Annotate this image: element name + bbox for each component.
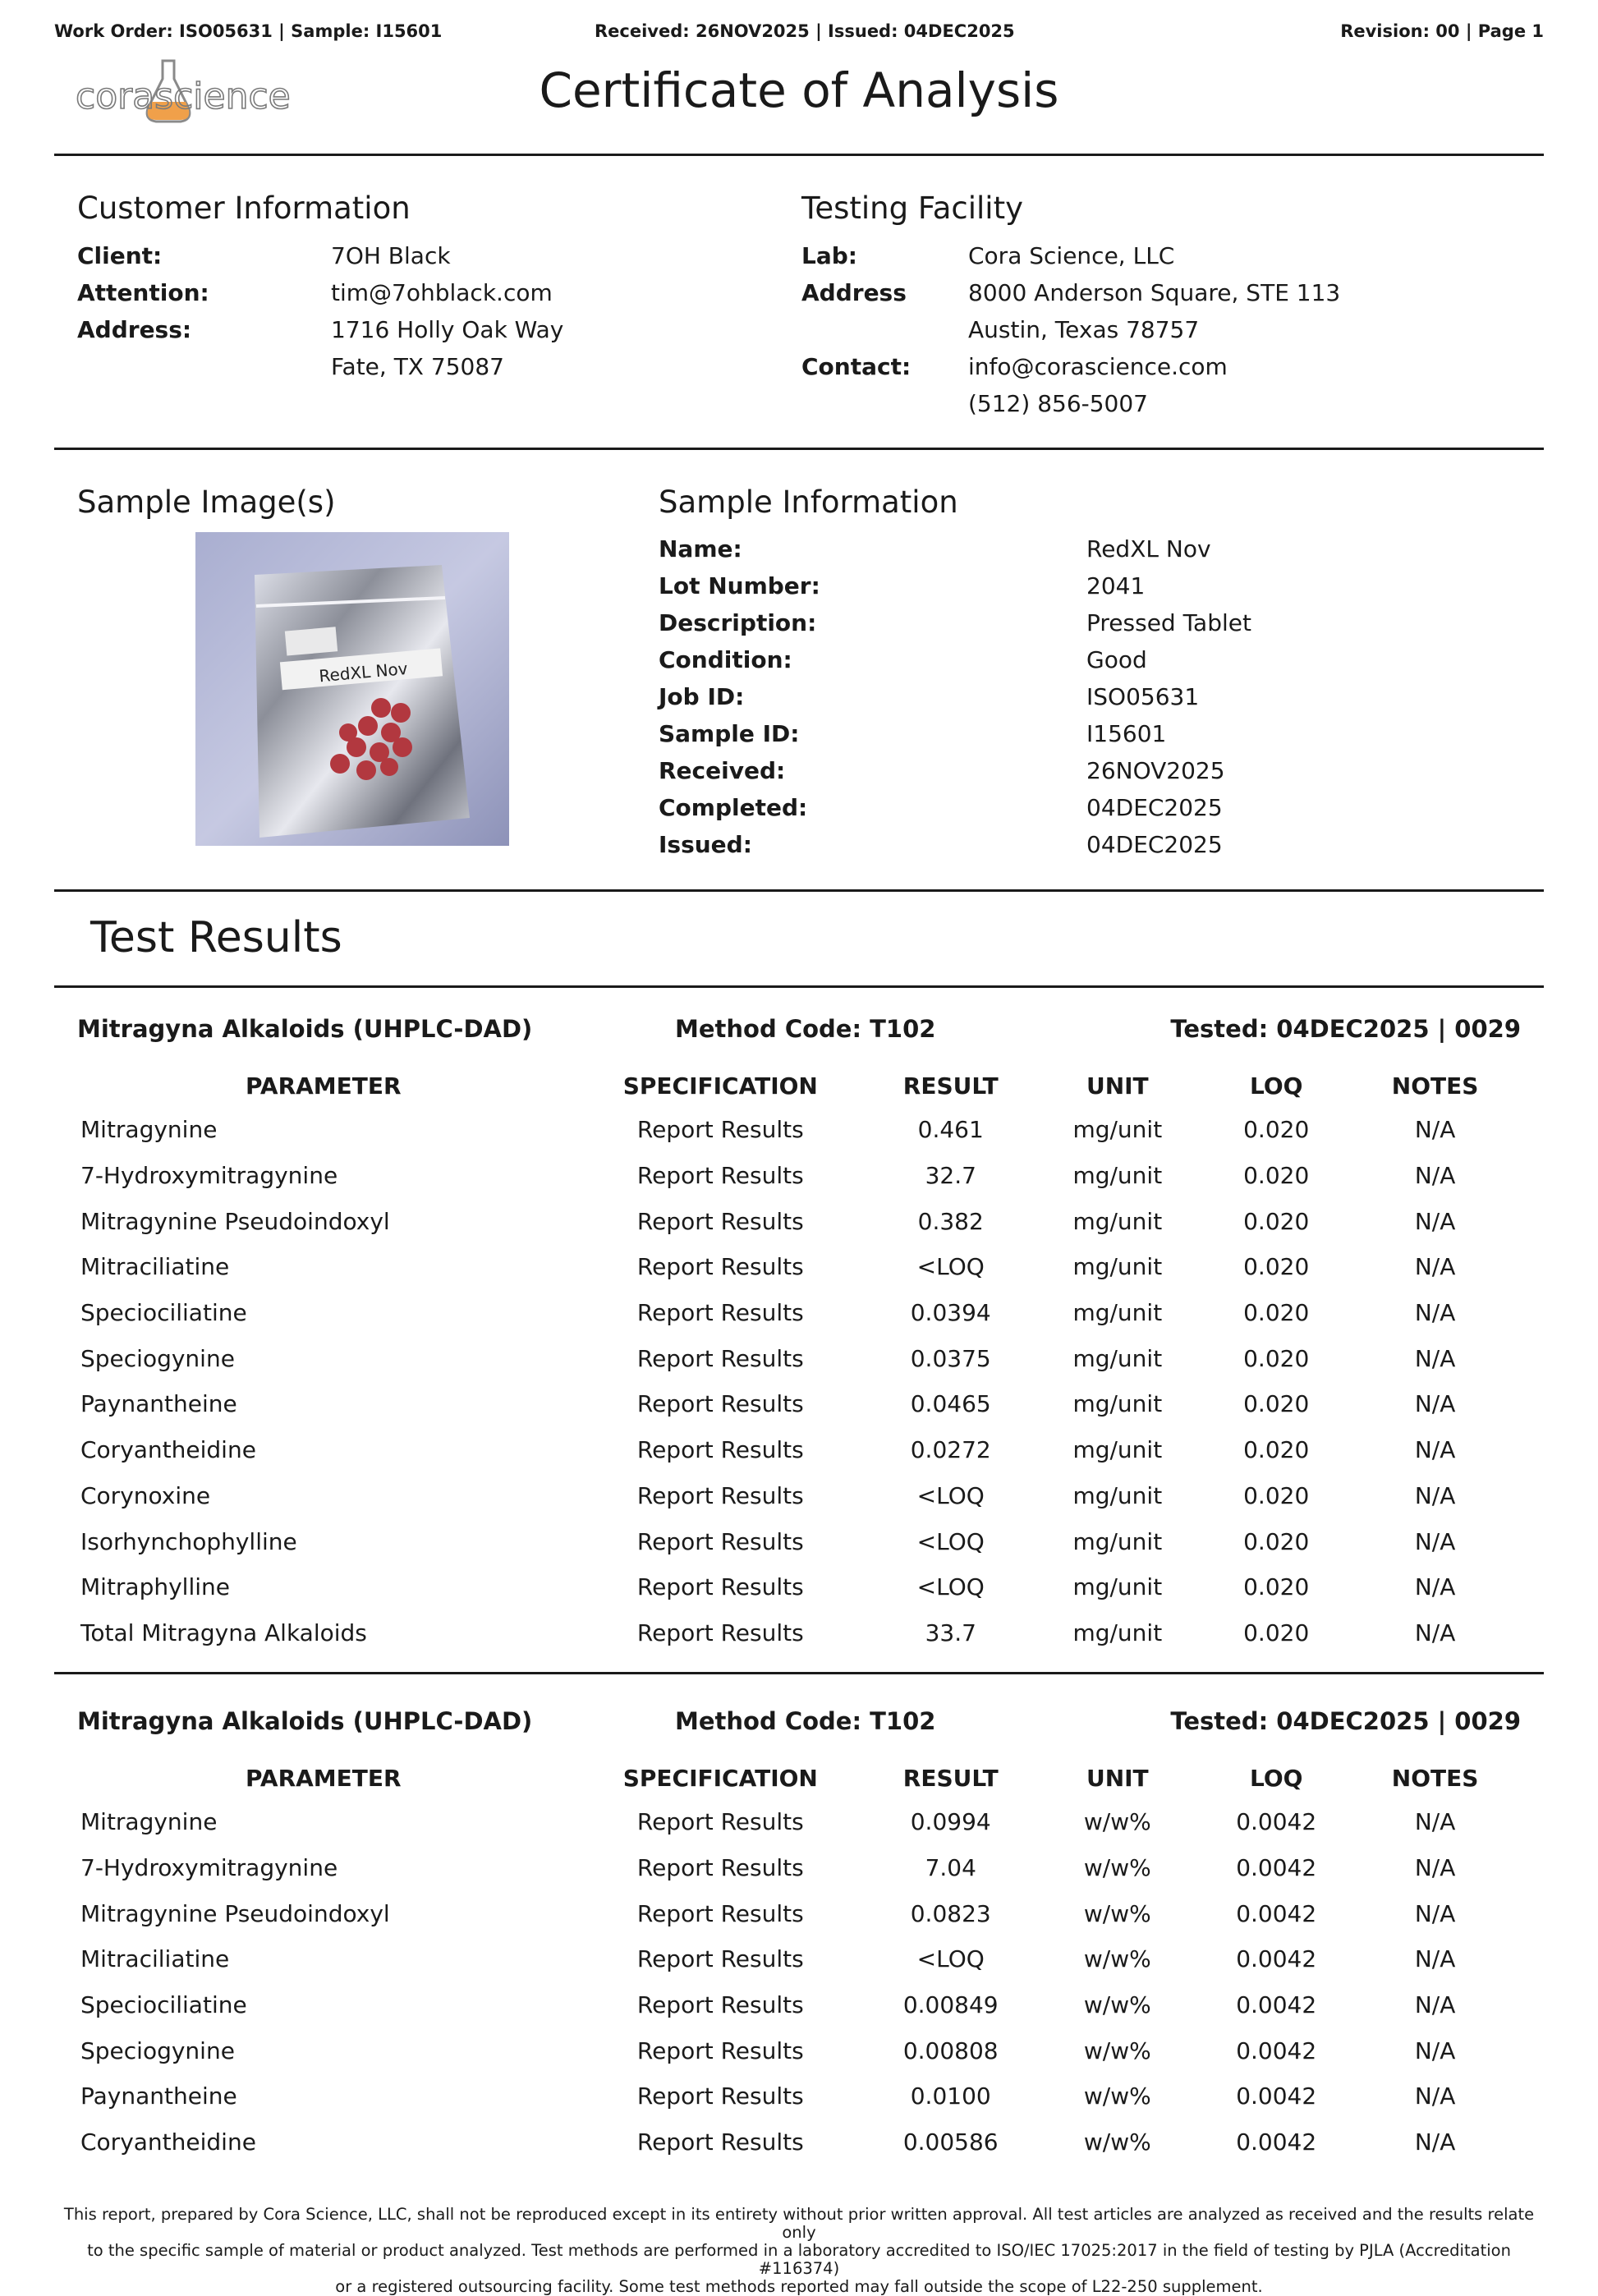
table-cell: w/w% [1083, 2037, 1151, 2064]
table-cell: Speciogynine [80, 2037, 235, 2064]
table-cell: 33.7 [925, 1619, 976, 1646]
table-row [77, 1936, 1522, 1982]
customer-field-value: 1716 Holly Oak Way [331, 316, 564, 343]
table-cell: 32.7 [925, 1162, 976, 1190]
table-cell: Total Mitragyna Alkaloids [80, 1619, 367, 1646]
table-row [77, 1890, 1522, 1936]
results-table [77, 1064, 1522, 1655]
table-cell: Isorhynchophylline [80, 1527, 297, 1555]
table-cell: 0.0042 [1236, 2082, 1317, 2110]
page-title: Certificate of Analysis [539, 62, 1059, 118]
table-cell: Mitragynine Pseudoindoxyl [80, 1207, 390, 1235]
table-cell: 0.0465 [910, 1390, 991, 1418]
column-header: LOQ [1249, 1764, 1303, 1792]
table-row [77, 1610, 1522, 1656]
table-cell: Mitragynine [80, 1116, 218, 1144]
sample-field-value: 26NOV2025 [1086, 757, 1225, 784]
table-cell: Report Results [636, 2037, 804, 2064]
table-cell: N/A [1414, 1527, 1456, 1555]
table-cell: Report Results [636, 1390, 804, 1418]
sample-images-heading: Sample Image(s) [77, 484, 336, 520]
table-cell: w/w% [1083, 2128, 1151, 2156]
table-cell: 0.0042 [1236, 1945, 1317, 1973]
table-cell: w/w% [1083, 1991, 1151, 2019]
table-cell: 0.0823 [910, 1899, 991, 1927]
divider [54, 448, 1544, 450]
facility-field-value: Cora Science, LLC [968, 242, 1175, 269]
column-header: RESULT [902, 1072, 999, 1100]
table-cell: 0.00849 [902, 1991, 999, 2019]
table-cell: 0.0042 [1236, 1854, 1317, 1882]
table-cell: Report Results [636, 2082, 804, 2110]
table-cell: N/A [1414, 1854, 1456, 1882]
table-cell: N/A [1414, 1162, 1456, 1190]
table-cell: N/A [1414, 1619, 1456, 1646]
divider [54, 154, 1544, 156]
table-cell: 7-Hydroxymitragynine [80, 1854, 338, 1882]
results-table [77, 1756, 1522, 2165]
table-cell: 0.020 [1243, 1344, 1310, 1372]
table-cell: Report Results [636, 1116, 804, 1144]
sample-field-label: Completed: [659, 794, 808, 821]
column-header: NOTES [1391, 1072, 1479, 1100]
column-header: PARAMETER [245, 1072, 402, 1100]
table-cell: w/w% [1083, 2082, 1151, 2110]
table-cell: N/A [1414, 1991, 1456, 2019]
testing-facility-heading: Testing Facility [801, 191, 1023, 226]
disclaimer-line-3: or a registered outsourcing facility. Some test methods reported may fall outside the scope of L22-250 supplement. [335, 2277, 1263, 2296]
table-cell: <LOQ [916, 1481, 985, 1509]
table-cell: 0.020 [1243, 1116, 1310, 1144]
table-cell: 0.0042 [1236, 1808, 1317, 1836]
table-cell: N/A [1414, 1945, 1456, 1973]
sample-field-label: Received: [659, 757, 786, 784]
sample-photo [195, 532, 509, 846]
assay-title: Mitragyna Alkaloids (UHPLC-DAD) [77, 1015, 533, 1043]
table-cell: 0.020 [1243, 1253, 1310, 1281]
table-cell: Report Results [636, 1808, 804, 1836]
table-cell: w/w% [1083, 1808, 1151, 1836]
table-cell: 0.0375 [910, 1344, 991, 1372]
table-row [77, 2027, 1522, 2073]
disclaimer-line-1: This report, prepared by Cora Science, LLC, shall not be reproduced except in its entirety without prior written approval. All test articles are analyzed as received and the results relate only [63, 2205, 1535, 2242]
sample-field-value: RedXL Nov [1086, 535, 1211, 563]
facility-field-value: (512) 856-5007 [968, 390, 1148, 417]
table-cell: N/A [1414, 1481, 1456, 1509]
table-row [77, 1518, 1522, 1564]
table-cell: 0.0100 [910, 2082, 991, 2110]
bag-label-text: RedXL Nov [318, 658, 409, 687]
table-cell: 0.020 [1243, 1481, 1310, 1509]
customer-info-heading: Customer Information [77, 191, 411, 226]
table-cell: <LOQ [916, 1573, 985, 1601]
table-cell: mg/unit [1072, 1299, 1163, 1327]
sample-field-value: 04DEC2025 [1086, 794, 1223, 821]
table-cell: <LOQ [916, 1253, 985, 1281]
sample-field-label: Condition: [659, 646, 792, 673]
table-cell: Report Results [636, 1573, 804, 1601]
table-cell: Mitragynine [80, 1808, 218, 1836]
table-cell: Mitraciliatine [80, 1945, 230, 1973]
table-cell: 0.020 [1243, 1527, 1310, 1555]
table-cell: Mitraphylline [80, 1573, 230, 1601]
facility-field-value: 8000 Anderson Square, STE 113 [968, 279, 1341, 306]
table-cell: Report Results [636, 1162, 804, 1190]
facility-field-value: Austin, Texas 78757 [968, 316, 1200, 343]
table-cell: mg/unit [1072, 1390, 1163, 1418]
table-cell: N/A [1414, 1116, 1456, 1144]
customer-field-label: Client: [77, 242, 163, 269]
table-cell: Coryantheidine [80, 1436, 256, 1464]
top-meta-bar [54, 21, 1544, 46]
facility-field-value: info@corascience.com [968, 353, 1228, 380]
column-header: SPECIFICATION [622, 1764, 818, 1792]
table-row [77, 2119, 1522, 2165]
table-row [77, 1198, 1522, 1244]
sample-field-label: Description: [659, 609, 817, 636]
table-cell: 0.461 [917, 1116, 984, 1144]
sample-field-value: Pressed Tablet [1086, 609, 1251, 636]
table-cell: mg/unit [1072, 1207, 1163, 1235]
table-cell: 0.0994 [910, 1808, 991, 1836]
table-cell: 7.04 [925, 1854, 976, 1882]
table-row [77, 1153, 1522, 1199]
customer-field-value: tim@7ohblack.com [331, 279, 553, 306]
sample-field-label: Name: [659, 535, 742, 563]
table-cell: Paynantheine [80, 2082, 237, 2110]
test-results-heading: Test Results [90, 913, 342, 962]
tested-date: Tested: 04DEC2025 | 0029 [1170, 1707, 1521, 1735]
table-cell: 0.020 [1243, 1162, 1310, 1190]
table-row [77, 1427, 1522, 1473]
sample-field-value: 04DEC2025 [1086, 831, 1223, 858]
table-cell: N/A [1414, 1344, 1456, 1372]
table-cell: N/A [1414, 1207, 1456, 1235]
customer-field-label: Attention: [77, 279, 209, 306]
table-cell: mg/unit [1072, 1436, 1163, 1464]
sample-field-value: ISO05631 [1086, 683, 1200, 710]
customer-field-value: 7OH Black [331, 242, 451, 269]
method-code: Method Code: T102 [675, 1015, 936, 1043]
table-cell: w/w% [1083, 1945, 1151, 1973]
sample-field-label: Job ID: [659, 683, 745, 710]
table-cell: N/A [1414, 1299, 1456, 1327]
column-header: NOTES [1391, 1764, 1479, 1792]
divider [54, 1672, 1544, 1674]
table-cell: N/A [1414, 2128, 1456, 2156]
table-cell: mg/unit [1072, 1344, 1163, 1372]
column-header: PARAMETER [245, 1764, 402, 1792]
table-cell: Report Results [636, 1481, 804, 1509]
table-row [77, 1290, 1522, 1336]
table-row [77, 2073, 1522, 2119]
table-cell: Speciociliatine [80, 1991, 247, 2019]
table-cell: 0.00586 [902, 2128, 999, 2156]
tested-date: Tested: 04DEC2025 | 0029 [1170, 1015, 1521, 1043]
table-cell: N/A [1414, 1808, 1456, 1836]
table-header-row [77, 1064, 1522, 1107]
table-cell: Paynantheine [80, 1390, 237, 1418]
sample-info-heading: Sample Information [659, 484, 958, 520]
table-cell: 0.020 [1243, 1619, 1310, 1646]
table-cell: mg/unit [1072, 1573, 1163, 1601]
column-header: LOQ [1249, 1072, 1303, 1100]
table-cell: 0.0042 [1236, 2037, 1317, 2064]
table-row [77, 1335, 1522, 1381]
table-cell: Report Results [636, 1527, 804, 1555]
table-cell: N/A [1414, 2082, 1456, 2110]
table-cell: Speciociliatine [80, 1299, 247, 1327]
logo-wordmark: corascience [76, 76, 291, 117]
table-cell: 0.382 [917, 1207, 984, 1235]
table-cell: mg/unit [1072, 1481, 1163, 1509]
table-cell: 0.020 [1243, 1207, 1310, 1235]
table-cell: Report Results [636, 1436, 804, 1464]
divider [54, 889, 1544, 892]
table-cell: 0.0042 [1236, 1991, 1317, 2019]
table-cell: N/A [1414, 1436, 1456, 1464]
sample-field-label: Sample ID: [659, 720, 800, 747]
table-cell: Report Results [636, 1619, 804, 1646]
table-cell: 0.0042 [1236, 2128, 1317, 2156]
table-cell: N/A [1414, 1253, 1456, 1281]
table-cell: N/A [1414, 1390, 1456, 1418]
work-order-text: Work Order: ISO05631 | Sample: I15601 [54, 21, 443, 41]
table-cell: mg/unit [1072, 1162, 1163, 1190]
customer-field-value: Fate, TX 75087 [331, 353, 504, 380]
table-cell: Corynoxine [80, 1481, 211, 1509]
sample-field-label: Issued: [659, 831, 752, 858]
table-cell: Report Results [636, 1299, 804, 1327]
table-cell: w/w% [1083, 1854, 1151, 1882]
table-cell: Speciogynine [80, 1344, 235, 1372]
table-cell: Report Results [636, 1344, 804, 1372]
table-cell: 0.0394 [910, 1299, 991, 1327]
table-cell: 0.020 [1243, 1573, 1310, 1601]
divider [54, 985, 1544, 988]
table-cell: 0.020 [1243, 1299, 1310, 1327]
facility-field-label: Contact: [801, 353, 912, 380]
table-row [77, 1564, 1522, 1610]
table-cell: Mitragynine Pseudoindoxyl [80, 1899, 390, 1927]
column-header: UNIT [1086, 1764, 1149, 1792]
disclaimer-line-2: to the specific sample of material or product analyzed. Test methods are performed in a laboratory accredited to ISO/IEC 17025:2017 in the field of testing by PJLA (Accreditation #116374) [87, 2241, 1511, 2278]
received-issued-text: Received: 26NOV2025 | Issued: 04DEC2025 [595, 21, 1015, 41]
table-cell: Report Results [636, 1854, 804, 1882]
table-cell: 0.020 [1243, 1390, 1310, 1418]
table-cell: Report Results [636, 2128, 804, 2156]
table-row [77, 1982, 1522, 2028]
table-cell: mg/unit [1072, 1116, 1163, 1144]
table-header-row [77, 1756, 1522, 1799]
table-cell: Report Results [636, 1991, 804, 2019]
facility-field-label: Lab: [801, 242, 857, 269]
sample-field-value: I15601 [1086, 720, 1167, 747]
column-header: UNIT [1086, 1072, 1149, 1100]
table-row [77, 1845, 1522, 1891]
sample-field-value: 2041 [1086, 572, 1146, 599]
table-cell: N/A [1414, 1899, 1456, 1927]
table-cell: N/A [1414, 1573, 1456, 1601]
table-cell: mg/unit [1072, 1619, 1163, 1646]
disclaimer-footer [54, 2206, 1544, 2296]
revision-page-text: Revision: 00 | Page 1 [1340, 21, 1544, 41]
table-cell: Mitraciliatine [80, 1253, 230, 1281]
table-row [77, 1107, 1522, 1153]
table-cell: Report Results [636, 1899, 804, 1927]
table-cell: 0.00808 [902, 2037, 999, 2064]
table-cell: 7-Hydroxymitragynine [80, 1162, 338, 1190]
assay-title: Mitragyna Alkaloids (UHPLC-DAD) [77, 1707, 533, 1735]
table-cell: <LOQ [916, 1945, 985, 1973]
column-header: RESULT [902, 1764, 999, 1792]
column-header: SPECIFICATION [622, 1072, 818, 1100]
customer-field-label: Address: [77, 316, 192, 343]
table-cell: mg/unit [1072, 1527, 1163, 1555]
table-cell: w/w% [1083, 1899, 1151, 1927]
table-cell: N/A [1414, 2037, 1456, 2064]
table-row [77, 1381, 1522, 1427]
sample-field-label: Lot Number: [659, 572, 820, 599]
table-cell: 0.0042 [1236, 1899, 1317, 1927]
table-cell: Report Results [636, 1945, 804, 1973]
table-row [77, 1244, 1522, 1290]
table-cell: Report Results [636, 1207, 804, 1235]
table-cell: 0.0272 [910, 1436, 991, 1464]
table-row [77, 1473, 1522, 1519]
table-cell: Coryantheidine [80, 2128, 256, 2156]
method-code: Method Code: T102 [675, 1707, 936, 1735]
table-cell: Report Results [636, 1253, 804, 1281]
sample-field-value: Good [1086, 646, 1147, 673]
table-cell: mg/unit [1072, 1253, 1163, 1281]
facility-field-label: Address [801, 279, 907, 306]
table-cell: <LOQ [916, 1527, 985, 1555]
table-row [77, 1799, 1522, 1845]
table-cell: 0.020 [1243, 1436, 1310, 1464]
